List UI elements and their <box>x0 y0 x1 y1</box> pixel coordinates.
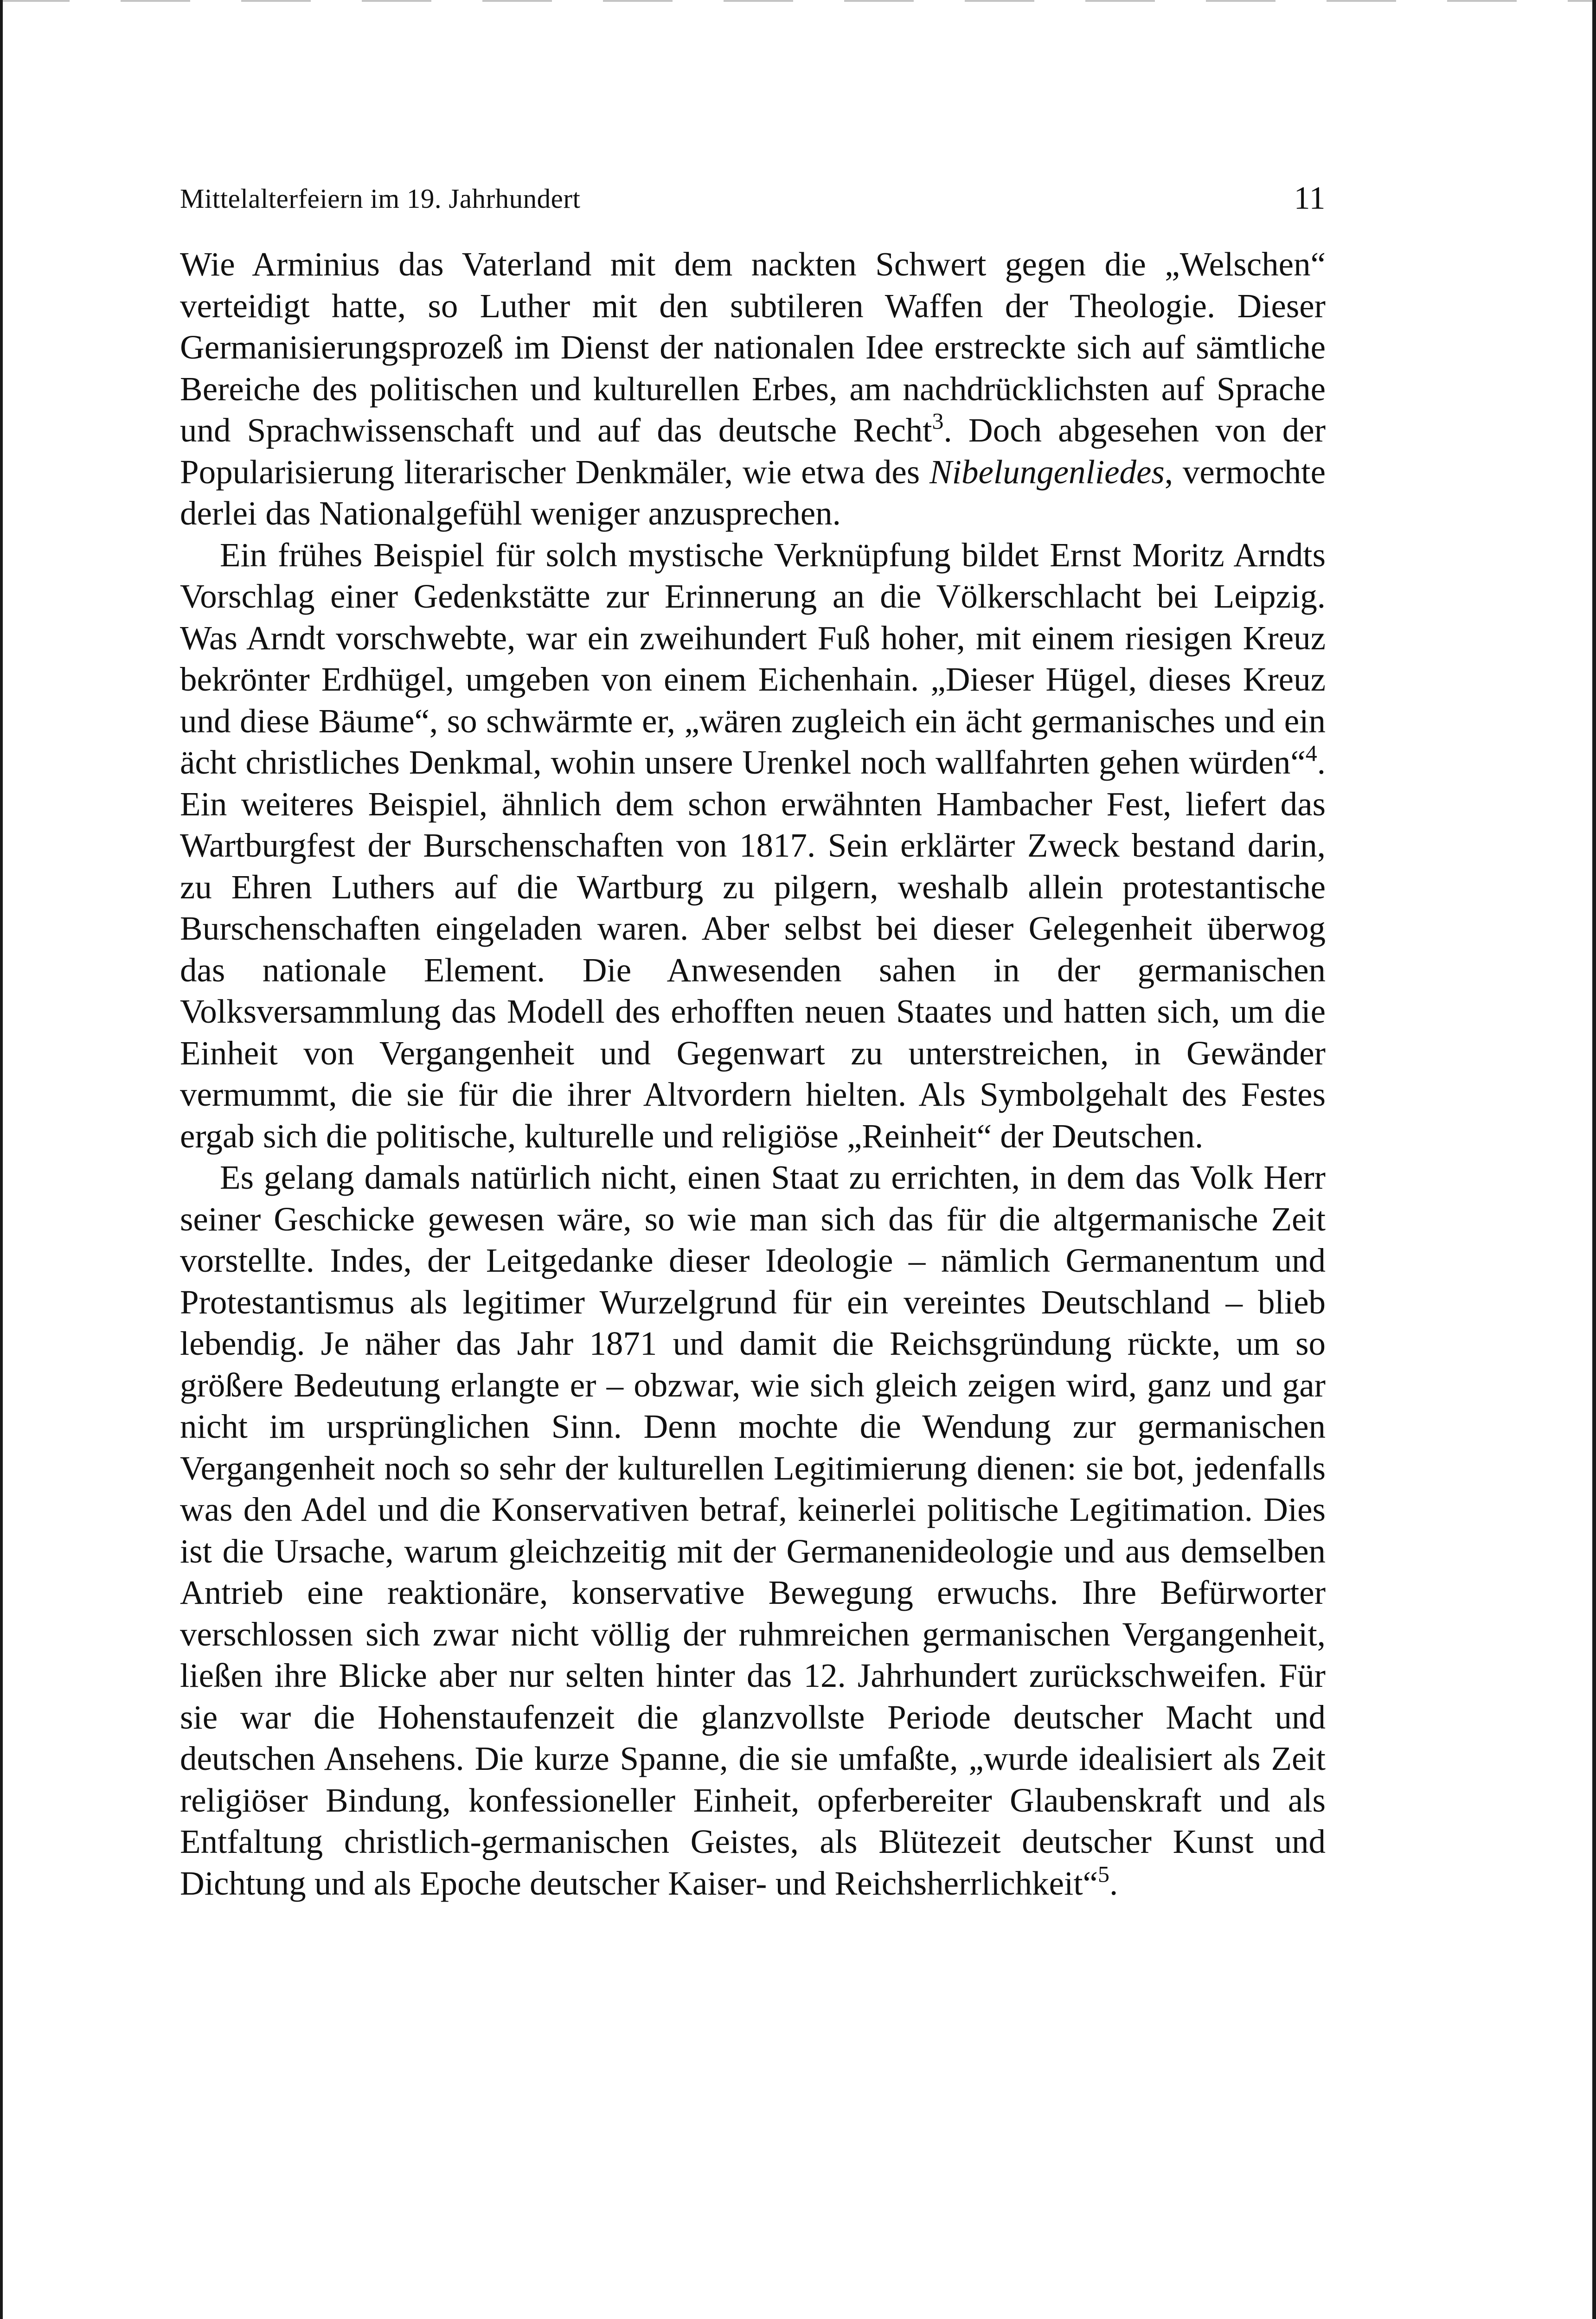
footnote-ref-3: 3 <box>932 408 944 434</box>
scan-border-left <box>0 0 3 2319</box>
paragraph-2 <box>180 534 1326 1157</box>
paragraph-1-text-b: . Doch abgesehen von der Popularisierung literarischer Denkmäler, wie etwa des <box>180 411 1326 491</box>
paragraph-1-text-c: , vermochte derlei das Nationalgefühl weniger anzusprechen. <box>180 453 1326 532</box>
paragraph-3-text-a: Es gelang damals natürlich nicht, einen Staat zu errichten, in dem das Volk Herr seiner Geschicke gewesen wäre, so wie man sich das für die altgermanische Zeit vorstellte. Indes, der Leitgedanke dieser Ideologie – nämlich Germanentum und Protestantismus als legitimer Wurzelgrund für ein vereintes Deutschland – blieb lebendig. Je näher das Jahr 1871 und damit die Reichsgründung rückte, um so größere Bedeutung erlangte er – obzwar, wie sich gleich zeigen wird, ganz und gar nicht im ursprünglichen Sinn. Denn mochte die Wendung zur germanischen Vergangenheit noch so sehr der kulturellen Legitimierung dienen: sie bot, jedenfalls was den Adel und die Konservativen betraf, keinerlei politische Legitimation. Dies ist die Ursache, warum gleichzeitig mit der Germanenideologie und aus demselben Antrieb eine reaktionäre, konservative Bewegung erwuchs. Ihre Befürworter verschlossen sich zwar nicht völlig der ruhmreichen germanischen Vergangenheit, ließen ihre Blicke aber nur selten hinter das 12. Jahrhundert zurückschweifen. Für sie war die Hohenstaufenzeit die glanzvollste Periode deutscher Macht und deutschen Ansehens. Die kurze Spanne, die sie umfaßte, „wurde idealisiert als Zeit religiöser Bindung, konfessioneller Einheit, opferbereiter Glaubenskraft und als Entfaltung christlich-germanischen Geistes, als Blütezeit deutscher Kunst und Dichtung und als Epoche deutscher Kaiser- und Reichsherrlichkeit“ <box>180 1159 1326 1902</box>
paragraph-2-text-b: . Ein weiteres Beispiel, ähnlich dem schon erwähnten Hambacher Fest, liefert das Wartburgfest der Burschenschaften von 1817. Sein erklärter Zweck bestand darin, zu Ehren Luthers auf die Wartburg zu pilgern, weshalb allein protestantische Burschenschaften eingeladen waren. Aber selbst bei dieser Gelegenheit überwog das nationale Element. Die Anwesenden sahen in der germanischen Volksversammlung das Modell des erhofften neuen Staates und hatten sich, um die Einheit von Vergangenheit und Gegenwart zu unterstreichen, in Gewänder vermummt, die sie für die ihrer Altvordern hielten. Als Symbolgehalt des Festes ergab sich die politische, kulturelle und religiöse „Reinheit“ der Deutschen. <box>180 743 1326 1155</box>
scan-border-right <box>1592 0 1596 2319</box>
page-number: 11 <box>1294 180 1326 216</box>
body-text <box>180 243 1326 1904</box>
paragraph-1-text-a: Wie Arminius das Vaterland mit dem nackten Schwert gegen die „Welschen“ verteidigt hatte, so Luther mit den subtileren Waffen der Theologie. Dieser Germanisierungsprozeß im Dienst der nationalen Idee erstreckte sich auf sämtliche Bereiche des politischen und kulturellen Erbes, am nachdrücklichsten auf Sprache und Sprachwissenschaft und auf das deutsche Recht <box>180 245 1326 449</box>
work-title-nibelungenlied: Nibelungenliedes <box>929 453 1165 491</box>
paragraph-1 <box>180 243 1326 534</box>
running-header-title: Mittelalterfeiern im 19. Jahrhundert <box>180 183 581 214</box>
footnote-ref-4: 4 <box>1305 740 1317 766</box>
paragraph-2-text-a: Ein frühes Beispiel für solch mystische Verknüpfung bildet Ernst Moritz Arndts Vorschlag einer Gedenkstätte zur Erinnerung an die Völkerschlacht bei Leipzig. Was Arndt vorschwebte, war ein zweihundert Fuß hoher, mit einem riesigen Kreuz bekrönter Erdhügel, umgeben von einem Eichenhain. „Dieser Hügel, dieses Kreuz und diese Bäume“, so schwärmte er, „wären zugleich ein ächt germanisches und ein ächt christliches Denkmal, wohin unsere Urenkel noch wallfahrten gehen würden“ <box>180 536 1326 781</box>
scan-edge-marks <box>0 0 1596 2</box>
paragraph-3-text-b: . <box>1109 1864 1118 1902</box>
running-header <box>180 180 1326 217</box>
footnote-ref-5: 5 <box>1098 1861 1110 1887</box>
paragraph-3 <box>180 1157 1326 1904</box>
